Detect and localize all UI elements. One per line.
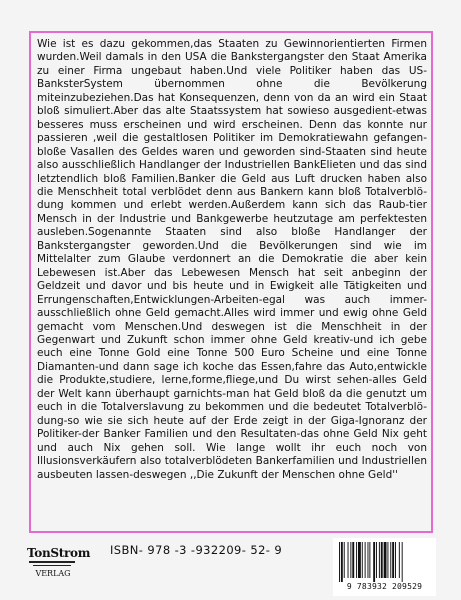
blurb-text: Wie ist es dazu gekommen,das Staaten zu Gewinnorientierten Firmen wurden.Weil damals in den USA die Bankstergangster den Staat Amerika zu einer Firma ungebaut haben.Und viele Politiker haben das US-BanksterSystem übernommen ohne die Bevölkerung miteinzubeziehen.Das hat Konsequenzen, denn von da an wird ein Staat bloß simuliert.Aber das alte Staatssystem hat sowieso ausgedient-etwas besseres muss erscheinen und wird erscheinen. Denn das konnte nur passieren ,weil die gestaltlosen Politiker im Demokratiewahn gefangen-bloße Vasallen des Geldes waren und geworden sind-Staaten sind heute also ausschließlich Handlanger der Industriellen BankElieten und das sind letztendlich bloß Familien.Banker die Geld aus Luft drucken haben also die Menschheit total verblödet denn aus Bankern kann bloß Totalverblö-dung kommen und erlebt werden.Außerdem kann sich das Raub-tier Mensch in der Industrie und Bankgewerbe heutzutage am perfektesten ausleben.Sogenannte Staaten sind also bloße Handlanger der Bankstergangster geworden.Und die Bevölkerungen sind wie im Mittelalter zum Glaube verdonnert an die Demokratie die aber kein Lebewesen ist.Aber das Lebewesen Mensch hat seit anbeginn der Geldzeit und davor und bis heute und in Ewigkeit alle Tätigkeiten und Errungenschaften,Entwicklungen-Arbeiten-egal was auch immer-ausschließlich ohne Geld gemacht.Alles wird immer und ewig ohne Geld gemacht vom Menschen.Und deswegen ist die Menschheit in der Gegenwart und Zukunft schon immer ohne Geld kreativ-und ich gebe euch eine Tonne Gold eine Tonne 500 Euro Scheine und eine Tonne Diamanten-und dann sage ich koche das Essen,fahre das Auto,entwickle die Produkte,studiere, lerne,forme,fliege,und Du wirst sehen-alles Geld der Welt kann überhaupt garnichts-man hat Geld bloß da die genutzt um euch in die Totalverslavung zu bekommen und die bedeutet Totalverblö-dung-so wie sie sich heute auf der Erde zeigt in der Giga-Ignoranz der Politiker-der Banker Familien und den Resultaten-das ohne Geld Nix geht und auch Nix gehen soll. Wie lange wollt ihr euch noch von Illusionsverkäufern also totalverblödeten Bankerfamilien und Industriellen ausbeuten lassen-deswegen ,,Die Zukunft der Menschen ohne Geld'' [37,38,427,481]
barcode-bar [395,542,396,578]
barcode-bar [376,542,377,578]
logo-rule [29,561,75,563]
barcode-bar [390,542,391,578]
barcode-bar [399,542,400,578]
barcode-bar [356,542,357,578]
barcode-bar [384,542,387,578]
barcode-bar [350,542,351,578]
barcode-bar [344,542,345,578]
barcode-digits: 9 783932 209529 [346,582,423,591]
barcode-bar [373,542,375,582]
publisher-subtitle: VERLAG [35,569,71,578]
barcode-bar [392,542,394,578]
logo-rule-thin [33,565,71,566]
barcode-bar [381,542,383,578]
barcode-bar [348,542,349,578]
barcode-bar [358,542,361,578]
barcode-bar [362,542,363,578]
barcode-bar [369,542,370,578]
barcode [333,538,436,596]
barcode-bar [387,542,388,578]
publisher-logo [27,542,91,588]
barcode-bar [365,542,366,578]
barcode-bar [368,542,369,578]
barcode-bar [352,542,354,578]
barcode-bars [339,542,430,582]
barcode-bar [341,542,343,582]
isbn-label: ISBN- 978 -3 -932209- 52- 9 [110,543,283,557]
barcode-bar [379,542,380,578]
barcode-bar [339,542,340,582]
publisher-name: TonStrom [27,546,91,560]
barcode-bar [402,542,403,582]
